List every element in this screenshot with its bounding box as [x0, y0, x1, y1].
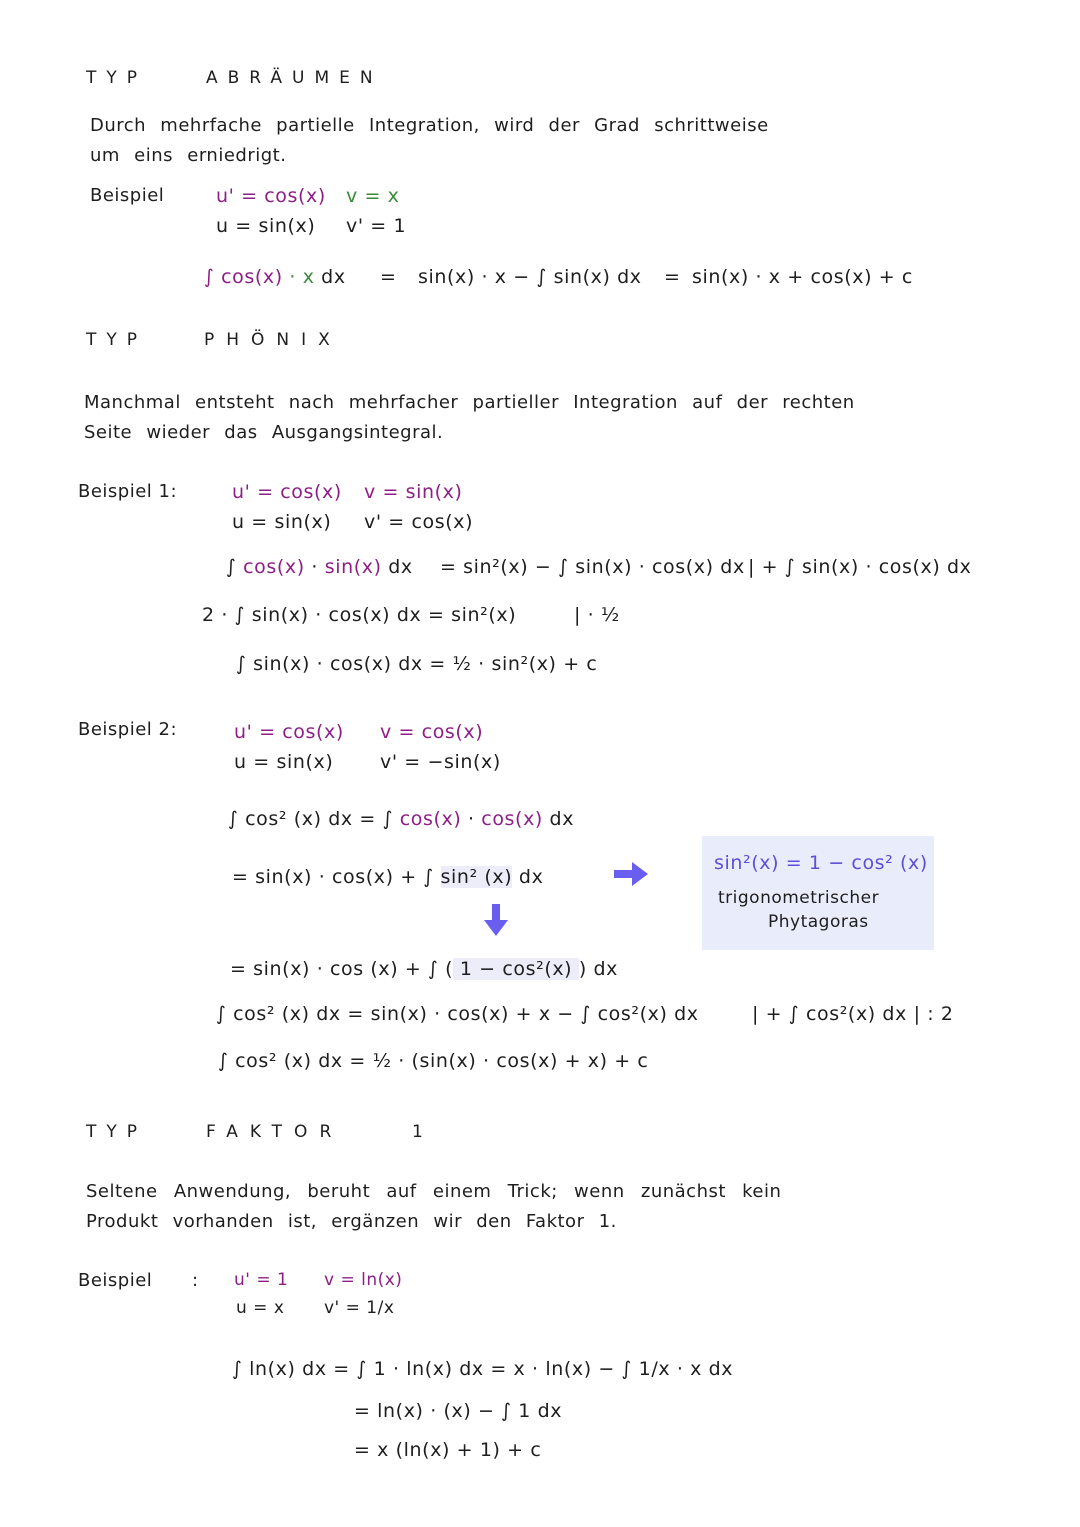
formula-u-prime: u' = cos(x) [234, 721, 344, 743]
formula-u-prime [216, 187, 326, 206]
description-line: Durch mehrfache partielle Integration, wird der Grad schrittweise [90, 115, 769, 136]
colon: : [192, 1270, 199, 1291]
term-cos: ∫ cos(x) [204, 266, 283, 288]
highlighted-term: 1 − cos²(x) [453, 958, 579, 980]
note-box-trig-pythagoras [702, 836, 934, 950]
formula-v: v = sin(x) [364, 481, 463, 503]
integral-step [232, 868, 543, 887]
section-title-abraeumen: ABRÄUMEN [206, 68, 383, 88]
integral-equation [228, 810, 574, 829]
operation-note: | · ½ [574, 604, 620, 626]
formula-v: v = cos(x) [380, 721, 484, 743]
term-cos: cos(x) [481, 808, 543, 830]
operation-note: | + ∫ sin(x) · cos(x) dx [748, 556, 972, 578]
note-identity: sin²(x) = 1 − cos² (x) [714, 852, 928, 874]
formula-v-prime: v' = 1 [346, 215, 407, 237]
section-typ-label: TYP [86, 68, 148, 88]
term-sin: sin(x) [324, 556, 382, 578]
arrow-right-icon [612, 860, 650, 888]
formula-v-prime: v' = −sin(x) [380, 751, 501, 773]
integral-equation [204, 268, 346, 287]
integral-step: = ln(x) · (x) − ∫ 1 dx [354, 1400, 563, 1422]
term-dx: dx [512, 866, 544, 888]
example-label: Beispiel 2: [78, 719, 178, 740]
description-line: Manchmal entsteht nach mehrfacher partieller Integration auf der rechten [84, 392, 855, 413]
formula-u-prime-text: u' = cos(x) [216, 185, 326, 207]
integral-rhs: = sin²(x) − ∫ sin(x) · cos(x) dx [440, 556, 745, 578]
integral-result: = x (ln(x) + 1) + c [354, 1439, 542, 1461]
integral-result: sin(x) · x + cos(x) + c [692, 266, 913, 288]
formula-v-prime: v' = cos(x) [364, 511, 474, 533]
formula-v: v = ln(x) [324, 1270, 403, 1290]
term-dot: · [461, 808, 482, 830]
formula-v: v = x [346, 185, 400, 207]
formula-v-prime: v' = 1/x [324, 1298, 395, 1318]
term-dx: dx [542, 808, 575, 830]
term: = sin(x) · cos(x) + ∫ [232, 866, 441, 888]
example-label: Beispiel 1: [78, 481, 178, 502]
highlighted-term: sin² (x) [440, 866, 513, 888]
description-line: Seite wieder das Ausgangsintegral. [84, 422, 444, 443]
example-label: Beispiel [78, 1270, 153, 1291]
formula-u-prime: u' = 1 [234, 1270, 289, 1290]
section-title-faktor: FAKTOR [206, 1122, 344, 1142]
integral-middle: sin(x) · x − ∫ sin(x) dx [418, 266, 642, 288]
section-typ-label: TYP [86, 330, 148, 350]
integral-equation: 2 · ∫ sin(x) · cos(x) dx = sin²(x) [202, 604, 517, 626]
integral-result: ∫ sin(x) · cos(x) dx = ½ · sin²(x) + c [236, 653, 598, 675]
term-x: · x [282, 266, 315, 288]
term-dot: · [304, 556, 325, 578]
description-line: Produkt vorhanden ist, ergänzen wir den Faktor 1. [86, 1211, 617, 1232]
integral-step [230, 960, 618, 979]
integral-equation: ∫ ln(x) dx = ∫ 1 · ln(x) dx = x · ln(x) − ∫ 1/x · x dx [232, 1358, 734, 1380]
term: ∫ [226, 556, 244, 578]
arrow-down-icon [482, 902, 510, 938]
example-label: Beispiel [90, 185, 165, 206]
term: = sin(x) · cos (x) + ∫ ( [230, 958, 454, 980]
description-line: um eins erniedrigt. [90, 145, 287, 166]
term-cos: cos(x) [399, 808, 462, 830]
term-dx: ) dx [578, 958, 618, 980]
formula-u: u = x [236, 1298, 285, 1318]
formula-u-prime: u' = cos(x) [232, 481, 342, 503]
description-line: Seltene Anwendung, beruht auf einem Trick; wenn zunächst kein [86, 1181, 782, 1202]
term-dx: dx [381, 556, 413, 578]
integral-equation: ∫ cos² (x) dx = sin(x) · cos(x) + x − ∫ cos²(x) dx [216, 1003, 699, 1025]
formula-u: u = sin(x) [232, 511, 332, 533]
integral-equation [226, 558, 413, 577]
operation-note: | + ∫ cos²(x) dx | : 2 [752, 1003, 954, 1025]
integral-result: ∫ cos² (x) dx = ½ · (sin(x) · cos(x) + x) + c [218, 1050, 649, 1072]
note-text: trigonometrischer [718, 888, 880, 908]
section-title-phoenix: PHÖNIX [204, 330, 342, 350]
term-dx: dx [314, 266, 346, 288]
formula-u: u = sin(x) [216, 215, 316, 237]
note-text: Phytagoras [768, 912, 869, 932]
term-cos: cos(x) [243, 556, 305, 578]
section-title-number: 1 [412, 1122, 433, 1142]
equals-sign: = [380, 266, 397, 288]
section-typ-label: TYP [86, 1122, 148, 1142]
term: ∫ cos² (x) dx = ∫ [228, 808, 400, 830]
equals-sign: = [664, 266, 681, 288]
formula-u: u = sin(x) [234, 751, 334, 773]
